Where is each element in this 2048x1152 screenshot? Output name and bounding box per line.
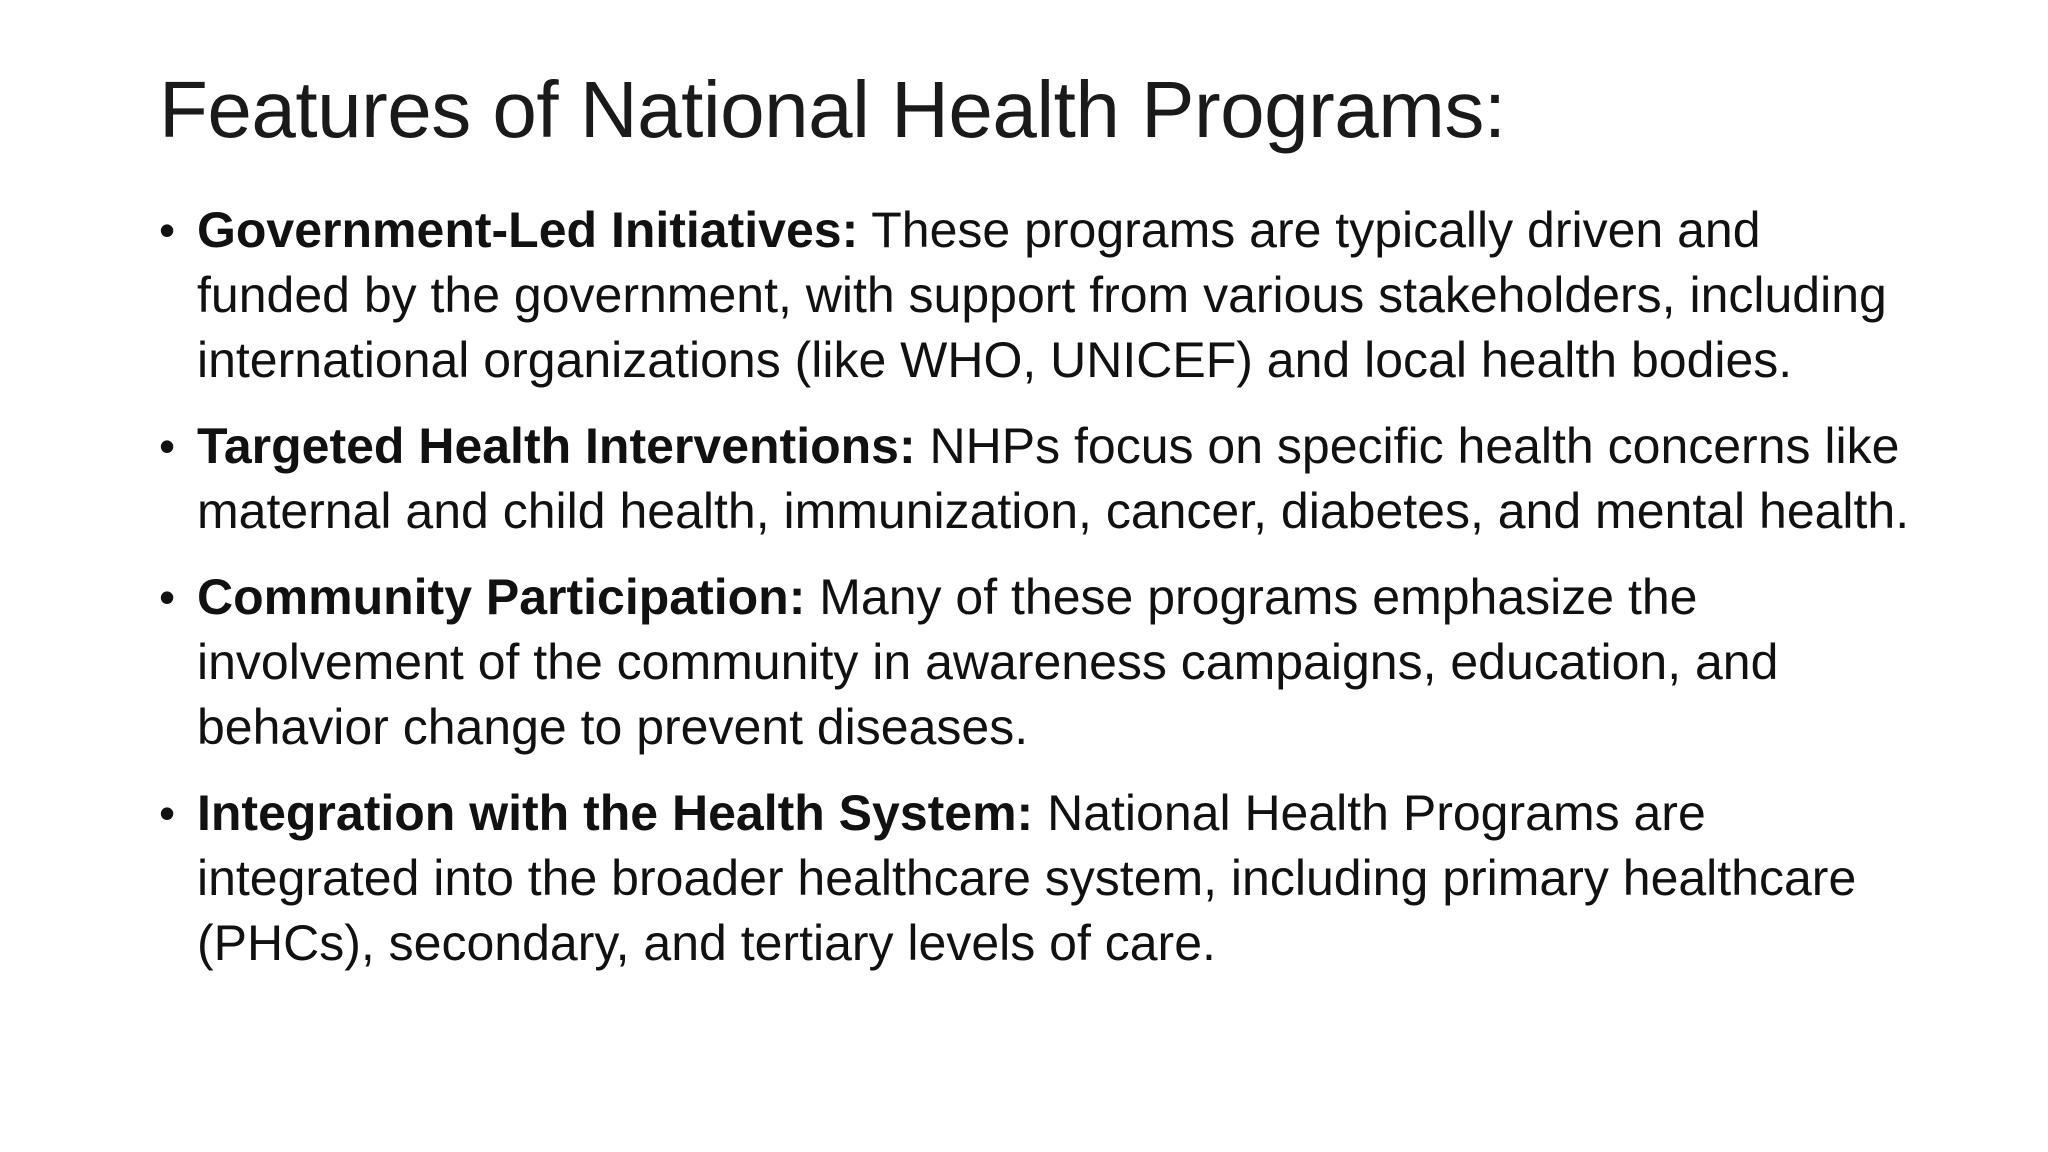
bullet-dot-icon: • [159,204,176,256]
bullet-heading: Integration with the Health System: [197,785,1034,841]
bullet-item [159,414,1919,544]
bullet-list [159,198,1919,997]
bullet-text: These programs are typically driven and funded by the government, with support from various stakeholders, including international organizations (like WHO, UNICEF) and local health bodies. [197,202,1887,388]
bullet-dot-icon: • [159,571,176,623]
bullet-text: NHPs focus on specific health concerns like maternal and child health, immunization, cancer, diabetes, and mental health. [197,418,1910,539]
bullet-item [159,565,1919,760]
bullet-heading: Community Participation: [197,569,806,625]
bullet-item [159,198,1919,393]
bullet-text: National Health Programs are integrated into the broader healthcare system, including primary healthcare (PHCs), secondary, and tertiary levels of care. [197,785,1857,971]
bullet-heading: Government-Led Initiatives: [197,202,859,258]
bullet-item [159,781,1919,976]
bullet-heading: Targeted Health Interventions: [197,418,916,474]
slide-title: Features of National Health Programs: [159,65,1506,154]
bullet-text: Many of these programs emphasize the involvement of the community in awareness campaigns, education, and behavior change to prevent diseases. [197,569,1779,755]
bullet-dot-icon: • [159,787,176,839]
bullet-dot-icon: • [159,420,176,472]
